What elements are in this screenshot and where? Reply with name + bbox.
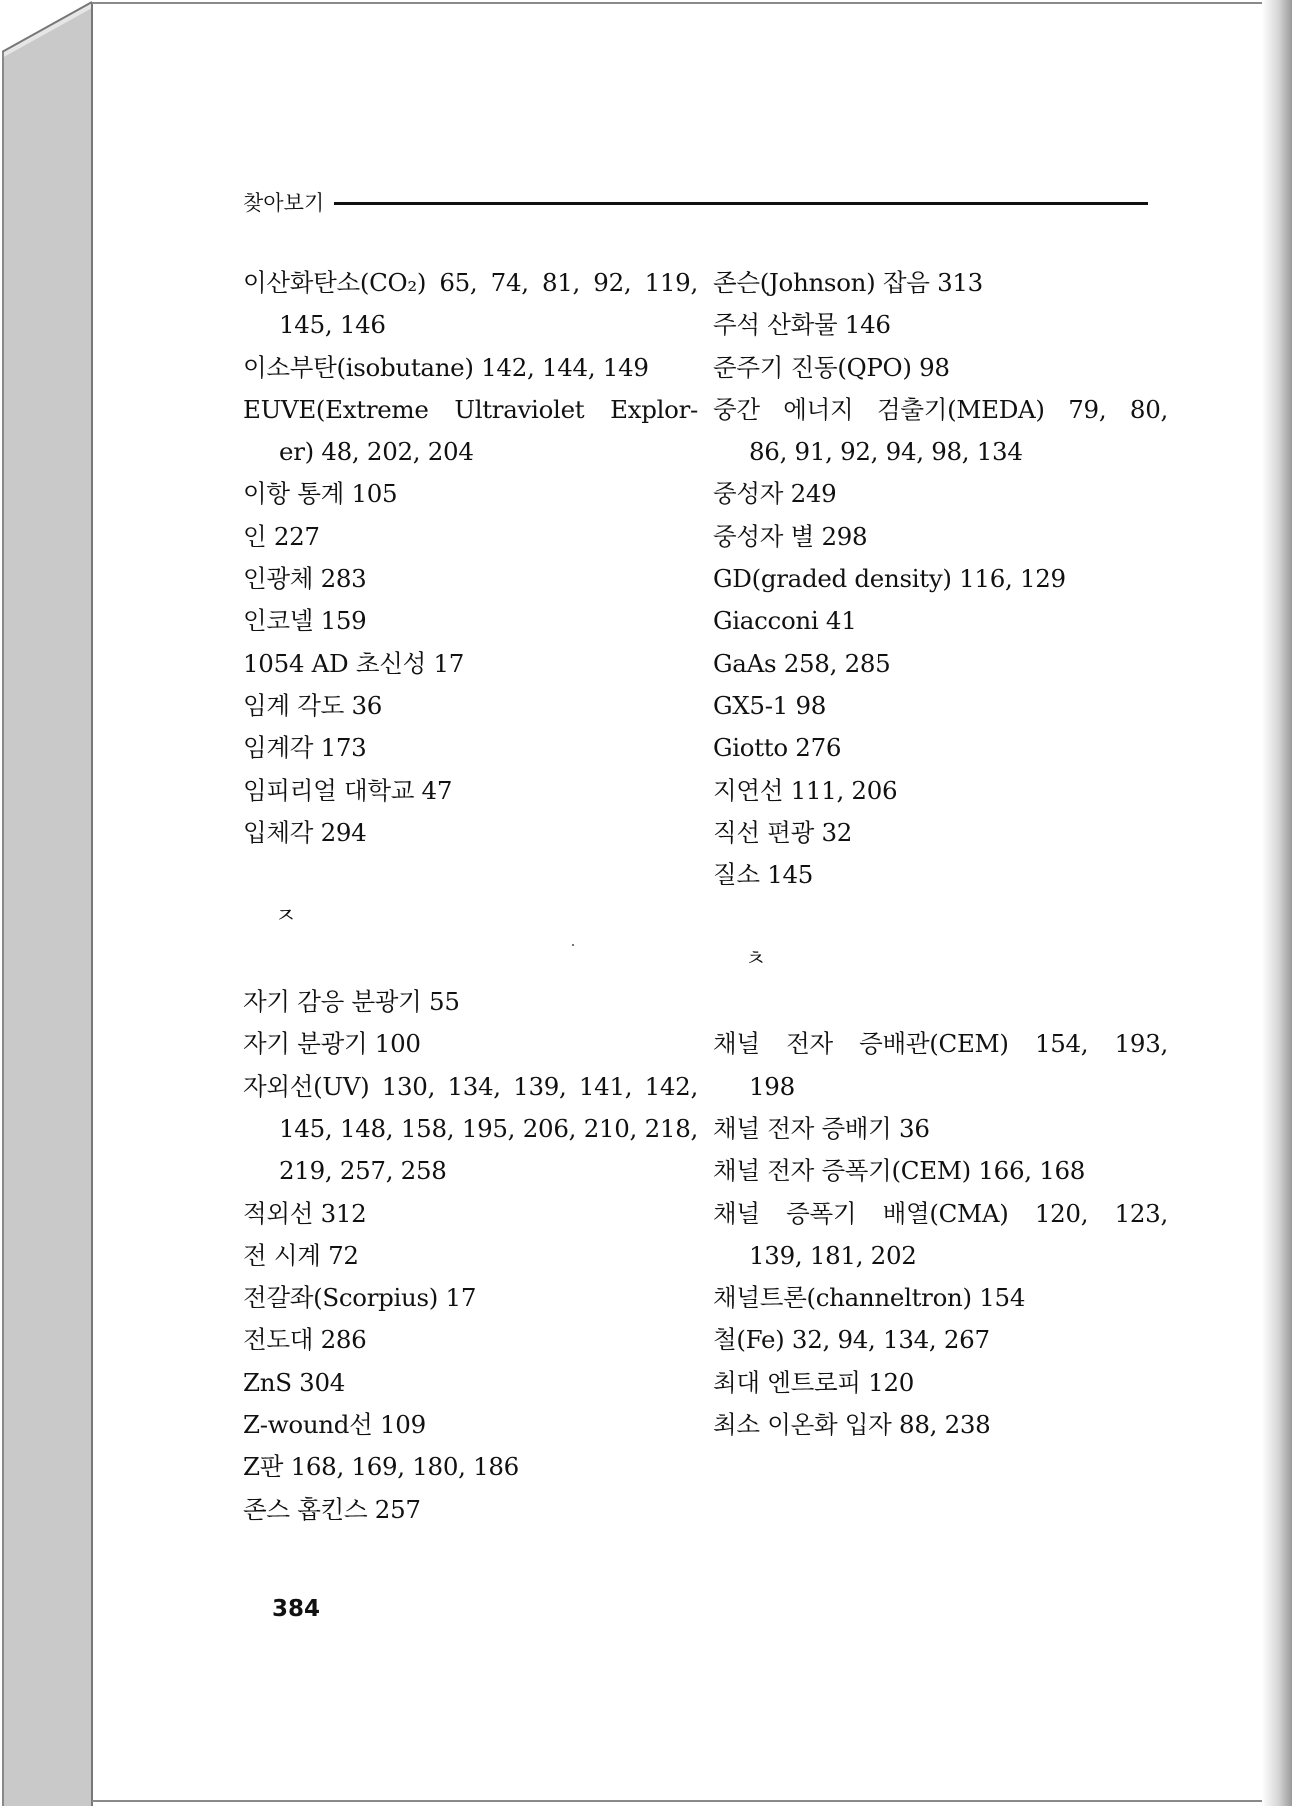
entry-word: 자외선(UV) [243,1071,370,1101]
index-entry [243,1066,698,1108]
entry-word: EUVE(Extreme [243,394,429,424]
entry-word: 193, [1114,1029,1168,1059]
index-entry: 입체각 294 [243,817,367,847]
entry-word: 중간 [713,394,760,424]
index-entry: 인코넬 159 [243,606,367,636]
index-entry-continuation [243,1108,698,1150]
index-column-left [243,262,698,1531]
index-entry [713,389,1168,431]
index-entry: GD(graded density) 116, 129 [713,564,1066,594]
entry-word: 154, [1034,1029,1089,1059]
index-entry [713,1193,1168,1235]
index-entry: 자기 분광기 100 [243,1029,421,1059]
entry-word: 92, [593,268,632,297]
index-entry: 임계 각도 36 [243,690,383,720]
index-entry: Giacconi 41 [713,606,857,636]
entry-word: 139, [513,1071,567,1101]
entry-word: 123, [1114,1198,1168,1228]
entry-word: 81, [541,268,581,297]
entry-word: 채널 [713,1198,760,1228]
entry-word: 141, [578,1071,633,1101]
index-entry: 주석 산화물 146 [713,310,891,340]
index-column-right [713,262,1168,1446]
index-entry-continuation: 198 [749,1071,795,1101]
entry-word: 배열(CMA) [882,1198,1009,1228]
section-heading: ㅊ [745,946,766,972]
entry-word: 142, [644,1071,698,1101]
index-entry-continuation: 145, 146 [279,310,386,340]
entry-word: 148, [339,1113,394,1143]
entry-word: 119, [644,268,698,297]
index-entry: GaAs 258, 285 [713,648,891,678]
index-entry: 이항 통계 105 [243,479,398,509]
running-header [243,182,1148,222]
index-entry: 채널트론(channeltron) 154 [713,1283,1026,1313]
entry-word: 74, [490,268,529,297]
entry-word: 에너지 [783,394,854,424]
index-entry: 임계각 173 [243,733,367,763]
index-entry: 채널 전자 증배기 36 [713,1113,930,1143]
index-entry: 지연선 111, 206 [713,775,898,805]
index-entry [713,1023,1168,1065]
index-entry: 준주기 진동(QPO) 98 [713,352,950,382]
index-entry-continuation: 219, 257, 258 [279,1156,447,1186]
entry-word: 65, [439,268,478,297]
index-entry: 인 227 [243,521,320,551]
section-gap [243,939,698,981]
index-entry-continuation: 139, 181, 202 [749,1240,917,1270]
index-entry-continuation: 86, 91, 92, 94, 98, 134 [749,437,1023,467]
entry-word: 210, [583,1113,638,1143]
entry-word: 79, [1068,394,1107,424]
entry-word: 134, [447,1071,501,1101]
entry-word: 전자 [786,1029,833,1059]
header-title: 찾아보기 [243,191,325,215]
section-gap [713,896,1168,938]
page-bottom-edge [92,1800,1262,1802]
section-gap [713,981,1168,1023]
entry-word: Explor- [610,394,698,424]
entry-word: 120, [1034,1198,1089,1228]
entry-word: 이산화탄소(CO₂) [243,268,427,297]
index-entry: 최대 엔트로피 120 [713,1367,915,1397]
entry-word: 검출기(MEDA) [876,394,1045,424]
book-spine [2,0,92,1806]
entry-word: 206, [522,1113,577,1143]
index-entry: 중성자 249 [713,479,837,509]
index-entry: 인광체 283 [243,564,367,594]
index-entry: 중성자 별 298 [713,521,868,551]
entry-word: 80, [1129,394,1168,424]
index-entry: 질소 145 [713,860,814,890]
page-number: 384 [272,1596,321,1622]
section-gap [243,854,698,896]
index-entry: 채널 전자 증폭기(CEM) 166, 168 [713,1156,1086,1186]
entry-word: 218, [644,1113,698,1143]
entry-word: 158, [400,1113,455,1143]
index-entry: Z판 168, 169, 180, 186 [243,1452,519,1482]
index-entry: ZnS 304 [243,1367,346,1397]
page-top-edge [92,2,1262,4]
index-entry: 1054 AD 초신성 17 [243,648,465,678]
header-rule [334,202,1148,205]
entry-word: Ultraviolet [454,394,585,424]
index-entry: 자기 감응 분광기 55 [243,987,460,1017]
index-entry: 이소부탄(isobutane) 142, 144, 149 [243,352,649,382]
section-heading: ㅈ [275,904,296,930]
entry-word: 130, [381,1071,436,1101]
index-entry: 철(Fe) 32, 94, 134, 267 [713,1325,990,1355]
index-entry: 존슨(Johnson) 잡음 313 [713,268,983,297]
index-entry: 임피리얼 대학교 47 [243,775,453,805]
index-entry: 적외선 312 [243,1198,367,1228]
index-entry: 존스 홉킨스 257 [243,1494,421,1524]
entry-word: 증폭기 [786,1198,857,1228]
index-entry: 전도대 286 [243,1325,367,1355]
index-entry: 직선 편광 32 [713,817,853,847]
print-speck [572,944,574,946]
index-entry: 전갈좌(Scorpius) 17 [243,1283,477,1313]
entry-word: 195, [461,1113,516,1143]
entry-word: 증배관(CEM) [859,1029,1009,1059]
index-entry: GX5-1 98 [713,690,827,720]
index-entry: Z-wound선 109 [243,1410,426,1440]
index-entry: 최소 이온화 입자 88, 238 [713,1410,991,1440]
index-entry-continuation: er) 48, 202, 204 [279,437,474,467]
entry-word: 채널 [713,1029,760,1059]
index-entry: 전 시계 72 [243,1240,359,1270]
index-entry: Giotto 276 [713,733,842,763]
index-entry [243,389,698,431]
entry-word: 145, [279,1113,333,1143]
page-shadow [1262,0,1292,1806]
index-entry [243,262,698,304]
